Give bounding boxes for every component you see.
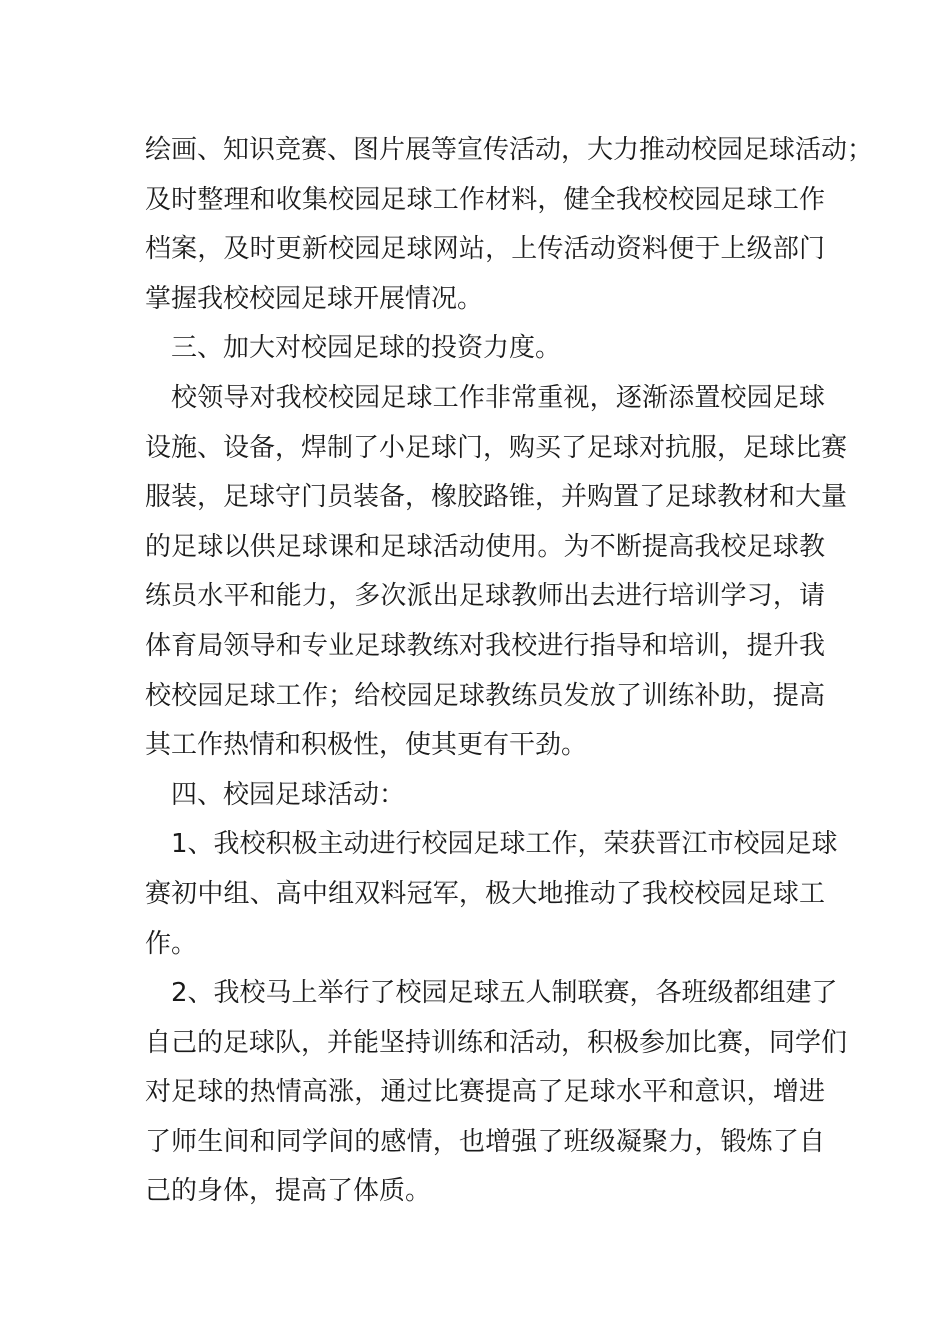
- text-line: 校领导对我校校园足球工作非常重视，逐渐添置校园足球: [171, 382, 825, 413]
- text-line: 绘画、知识竞赛、图片展等宣传活动，大力推动校园足球活动；: [145, 135, 874, 165]
- text-line: 己的身体，提高了体质。: [145, 1176, 432, 1207]
- text-line: 设施、设备，焊制了小足球门，购买了足球对抗服，足球比赛: [145, 432, 848, 463]
- text-line: 掌握我校校园足球开展情况。: [145, 283, 484, 314]
- text-line: 的足球以供足球课和足球活动使用。为不断提高我校足球教: [145, 531, 825, 562]
- text-line: 2、我校马上举行了校园足球五人制联赛，各班级都组建了: [171, 978, 838, 1009]
- text-line: 对足球的热情高涨，通过比赛提高了足球水平和意识，增进: [145, 1077, 825, 1108]
- text-line: 了师生间和同学间的感情，也增强了班级凝聚力，锻炼了自: [145, 1126, 825, 1157]
- text-line: 体育局领导和专业足球教练对我校进行指导和培训，提升我: [145, 630, 825, 661]
- text-line: 练员水平和能力，多次派出足球教师出去进行培训学习，请: [145, 581, 825, 612]
- text-line: 四、校园足球活动：: [171, 779, 406, 810]
- text-line: 服装，足球守门员装备，橡胶路锥，并购置了足球教材和大量: [145, 482, 848, 513]
- text-line: 档案，及时更新校园足球网站，上传活动资料便于上级部门: [145, 234, 825, 265]
- text-line: 其工作热情和积极性，使其更有干劲。: [145, 730, 588, 761]
- text-line: 作。: [145, 928, 198, 959]
- text-line: 自己的足球队，并能坚持训练和活动，积极参加比赛，同学们: [145, 1027, 848, 1058]
- text-line: 1、我校积极主动进行校园足球工作，荣获晋江市校园足球: [171, 829, 838, 860]
- text-line: 三、加大对校园足球的投资力度。: [171, 333, 562, 364]
- text-line: 赛初中组、高中组双料冠军，极大地推动了我校校园足球工: [145, 878, 825, 909]
- text-line: 及时整理和收集校园足球工作材料，健全我校校园足球工作: [145, 184, 825, 215]
- document-body: [145, 126, 874, 1217]
- text-line: 校校园足球工作；给校园足球教练员发放了训练补助，提高: [145, 680, 825, 711]
